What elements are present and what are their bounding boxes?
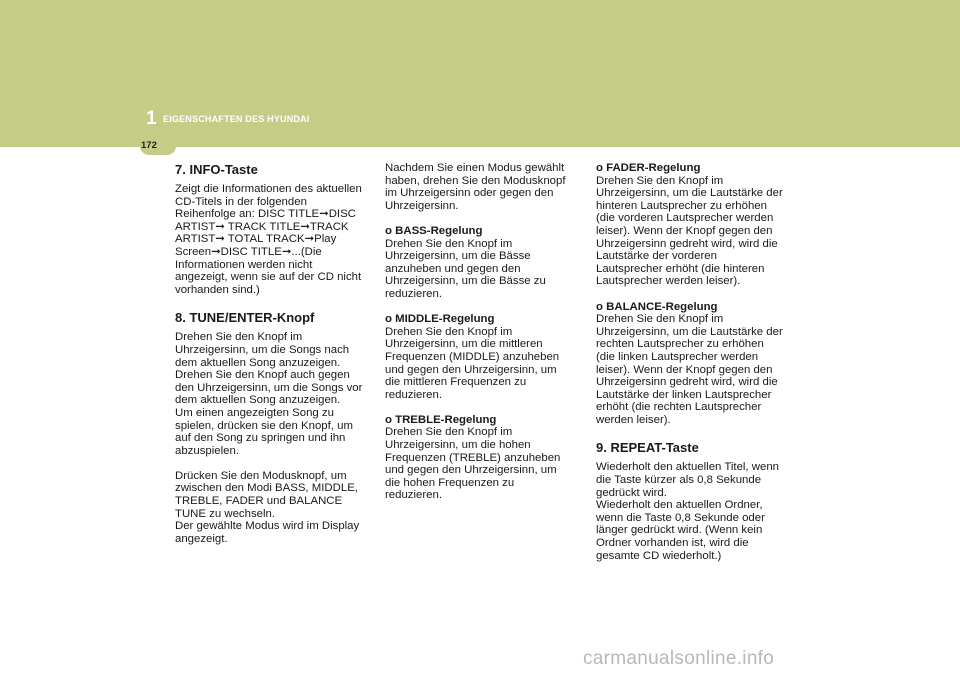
middle-body: Drehen Sie den Knopf im Uhrzeigersinn, um die mittleren Frequenzen (MIDDLE) anzuheben und gegen den Uhrzeigersinn, um die mittleren Frequenzen zu reduzieren. [385,325,560,401]
tune-paragraph-3: Um einen angezeigten Song zu spielen, drücken sie den Knopf, um auf den Song zu springen und ihn abzuspielen. [175,406,353,457]
tune-paragraph-2: Drehen Sie den Knopf auch gegen den Uhrzeigersinn, um die Songs vor dem aktuellen Song anzuzeigen. [175,369,363,407]
repeat-paragraph-1: Wiederholt den aktuellen Titel, wenn die Taste kürzer als 0,8 Sekunde gedrückt wird. [596,461,779,499]
treble-body: Drehen Sie den Knopf im Uhrzeigersinn, um die hohen Frequenzen (TREBLE) anzuheben und gegen den Uhrzeigersinn, um die hohen Frequenzen zu reduzieren. [385,426,561,502]
repeat-paragraph-2: Wiederholt den aktuellen Ordner, wenn die Taste 0,8 Sekunde oder länger gedrückt wird. (Wenn kein Ordner vorhanden ist, wird die gesamte CD wiederholt.) [596,499,765,562]
section-heading-tune-enter: 8. TUNE/ENTER-Knopf [175,310,315,326]
bass-heading: o BASS-Regelung [385,224,483,237]
section-heading-repeat: 9. REPEAT-Taste [596,440,699,456]
tune-paragraph-5: Der gewählte Modus wird im Display angezeigt. [175,520,360,545]
watermark-text: carmanualsonline.info [583,648,775,669]
chapter-title: EIGENSCHAFTEN DES HYUNDAI [163,114,310,124]
fader-heading: o FADER-Regelung [596,162,701,174]
chapter-number: 1 [146,108,157,129]
middle-heading: o MIDDLE-Regelung [385,313,495,326]
tune-paragraph-1: Drehen Sie den Knopf im Uhrzeigersinn, um die Songs nach dem aktuellen Song anzuzeigen. [175,331,350,369]
tune-paragraph-4: Drücken Sie den Modusknopf, um zwischen den Modi BASS, MIDDLE, TREBLE, FADER und BALANCE TUNE zu wechseln. [175,469,358,520]
balance-body: Drehen Sie den Knopf im Uhrzeigersinn, um die Lautstärke der rechten Lautsprecher zu erhöhen (die linken Lautsprecher werden leiser). Wenn der Knopf gegen den Uhrzeigersinn gedreht wird, wird die Lautstärke der linken Lautsprecher erhöht (die rechten Lautsprecher werden leiser). [596,313,783,426]
column-middle [385,162,574,502]
column-left [175,162,363,545]
balance-heading: o BALANCE-Regelung [596,300,718,313]
page-number: 172 [141,140,157,151]
info-body: Zeigt die Informationen des aktuellen CD-Titels in der folgenden Reihenfolge an: DISC TITLE➞DISC ARTIST➞ TRACK TITLE➞TRACK ARTIST➞ TOTAL TRACK➞Play Screen➞DISC TITLE➞...(Die Informationen werden nicht angezeigt, wenn sie auf der CD nicht vorhanden sind.) [175,183,362,296]
section-heading-info: 7. INFO-Taste [175,162,258,177]
treble-heading: o TREBLE-Regelung [385,413,497,426]
header-band [0,0,960,147]
column-right [596,162,785,562]
bass-body: Drehen Sie den Knopf im Uhrzeigersinn, um die Bässe anzuheben und gegen den Uhrzeigersinn, um die Bässe zu reduzieren. [385,237,546,300]
mode-intro: Nachdem Sie einen Modus gewählt haben, drehen Sie den Modusknopf im Uhrzeigersinn oder gegen den Uhrzeigersinn. [385,162,566,212]
fader-body: Drehen Sie den Knopf im Uhrzeigersinn, um die Lautstärke der hinteren Lautsprecher zu erhöhen (die vorderen Lautsprecher werden leiser). Wenn der Knopf gegen den Uhrzeigersinn gedreht wird, wird die Lautstärke der vorderen Lautsprecher erhöht (die hinteren Lautsprecher werden leiser). [596,174,783,288]
